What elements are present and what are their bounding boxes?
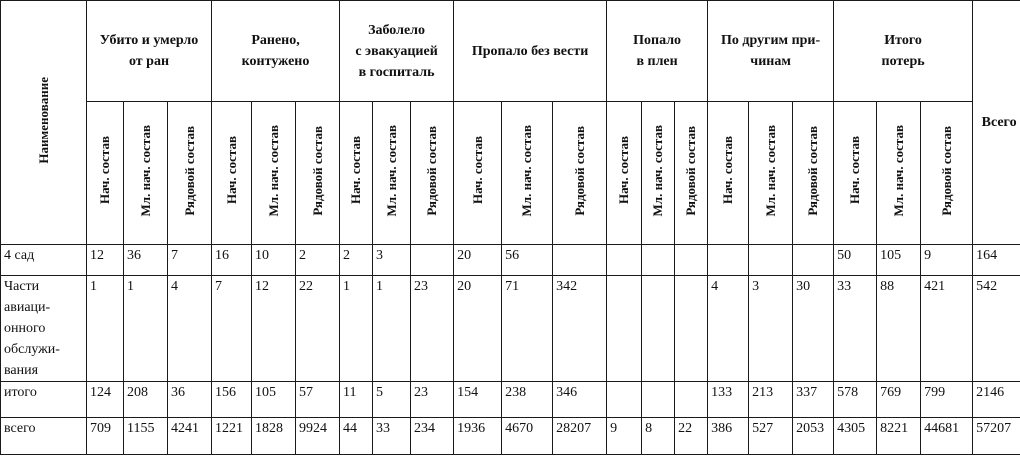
table-cell: 578 [834,382,877,418]
row-total-cell: 2146 [973,382,1020,418]
group-header-wounded: Ранено, контужено [212,1,340,102]
table-cell: 1221 [212,418,252,455]
table-cell: 1936 [454,418,502,455]
table-cell: 124 [87,382,124,418]
table-cell: 2 [340,245,373,276]
subheader-cell: Рядовой состав [296,102,340,245]
subheader-cell: Нач. состав [708,102,749,245]
table-cell: 16 [212,245,252,276]
subheader-cell: Рядовой состав [553,102,607,245]
table-cell: 71 [502,276,553,382]
group-header-captured: Попало в плен [607,1,708,102]
table-cell: 30 [793,276,834,382]
row-total-cell: 57207 [973,418,1020,455]
group-header-killed: Убито и умерло от ран [87,1,212,102]
table-cell: 527 [749,418,793,455]
table-cell: 709 [87,418,124,455]
subheader-cell: Мл. нач. состав [252,102,296,245]
group-header-missing: Пропало без вести [454,1,607,102]
subheader-cell: Рядовой состав [168,102,212,245]
subheader-cell: Нач. состав [454,102,502,245]
subheader-cell: Рядовой состав [793,102,834,245]
table-cell: 421 [921,276,973,382]
subheader-cell: Нач. состав [87,102,124,245]
table-cell: 12 [87,245,124,276]
table-cell: 7 [168,245,212,276]
subheader-cell: Мл. нач. состав [877,102,921,245]
table-cell: 36 [168,382,212,418]
table-cell: 154 [454,382,502,418]
table-cell [553,245,607,276]
table-cell: 28207 [553,418,607,455]
table-cell: 3 [749,276,793,382]
table-cell: 3 [373,245,411,276]
table-cell: 9924 [296,418,340,455]
group-header-row [1,1,1020,102]
table-cell: 88 [877,276,921,382]
table-cell: 2 [296,245,340,276]
table-cell [607,245,642,276]
row-name: итого [1,382,87,418]
table-cell: 105 [252,382,296,418]
group-header-sick: Заболело с эвакуацией в госпиталь [340,1,454,102]
table-cell: 1 [124,276,168,382]
table-cell [749,245,793,276]
table-cell: 1 [340,276,373,382]
subheader-cell: Мл. нач. состав [373,102,411,245]
table-row [1,245,1020,276]
group-header-other: По другим при- чинам [708,1,834,102]
table-cell: 799 [921,382,973,418]
table-cell [642,382,675,418]
table-cell: 44 [340,418,373,455]
row-total-cell: 164 [973,245,1020,276]
table-cell: 20 [454,245,502,276]
total-column-header: Всего [973,1,1020,245]
table-cell: 337 [793,382,834,418]
table-row [1,276,1020,382]
row-name: Части авиаци- онного обслужи- вания [1,276,87,382]
table-cell: 50 [834,245,877,276]
table-cell [675,382,708,418]
table-cell: 156 [212,382,252,418]
table-cell: 23 [411,382,454,418]
table-cell: 33 [834,276,877,382]
table-cell: 213 [749,382,793,418]
table-cell: 4 [168,276,212,382]
table-cell: 22 [296,276,340,382]
table-cell: 1828 [252,418,296,455]
subheader-cell: Мл. нач. состав [642,102,675,245]
subheader-cell: Мл. нач. состав [502,102,553,245]
group-header-total-losses: Итого потерь [834,1,973,102]
table-cell: 44681 [921,418,973,455]
table-cell: 9 [607,418,642,455]
table-cell [607,382,642,418]
table-cell [793,245,834,276]
table-cell [675,276,708,382]
name-column-header [1,1,87,245]
subheader-cell: Мл. нач. состав [749,102,793,245]
subheader-cell: Нач. состав [834,102,877,245]
table-cell: 769 [877,382,921,418]
table-cell [642,245,675,276]
table-cell [411,245,454,276]
table-cell: 57 [296,382,340,418]
table-cell: 4670 [502,418,553,455]
subheader-cell: Нач. состав [212,102,252,245]
table-row [1,418,1020,455]
table-cell [708,245,749,276]
table-cell [642,276,675,382]
table-cell: 11 [340,382,373,418]
subheader-cell: Рядовой состав [411,102,454,245]
table-cell: 23 [411,276,454,382]
table-cell: 238 [502,382,553,418]
row-total-cell: 542 [973,276,1020,382]
row-name: всего [1,418,87,455]
table-cell: 133 [708,382,749,418]
table-row [1,382,1020,418]
table-cell: 20 [454,276,502,382]
subheader-row [1,102,1020,245]
table-cell: 1155 [124,418,168,455]
table-cell: 10 [252,245,296,276]
table-cell: 1 [373,276,411,382]
table-cell [675,245,708,276]
table-cell: 386 [708,418,749,455]
subheader-cell: Нач. состав [607,102,642,245]
subheader-cell: Нач. состав [340,102,373,245]
table-cell: 208 [124,382,168,418]
row-name: 4 сад [1,245,87,276]
table-cell: 12 [252,276,296,382]
table-cell: 9 [921,245,973,276]
table-cell: 234 [411,418,454,455]
subheader-cell: Рядовой состав [675,102,708,245]
table-cell: 56 [502,245,553,276]
table-cell: 342 [553,276,607,382]
table-cell: 8221 [877,418,921,455]
table-cell: 7 [212,276,252,382]
table-cell: 5 [373,382,411,418]
table-cell: 8 [642,418,675,455]
table-cell [607,276,642,382]
subheader-cell: Рядовой состав [921,102,973,245]
table-cell: 4305 [834,418,877,455]
table-cell: 36 [124,245,168,276]
name-header-text: Наименование [35,76,51,164]
table-cell: 2053 [793,418,834,455]
table-cell: 1 [87,276,124,382]
table-cell: 105 [877,245,921,276]
table-cell: 4241 [168,418,212,455]
table-cell: 346 [553,382,607,418]
table-cell: 4 [708,276,749,382]
table-cell: 33 [373,418,411,455]
subheader-cell: Мл. нач. состав [124,102,168,245]
table-cell: 22 [675,418,708,455]
